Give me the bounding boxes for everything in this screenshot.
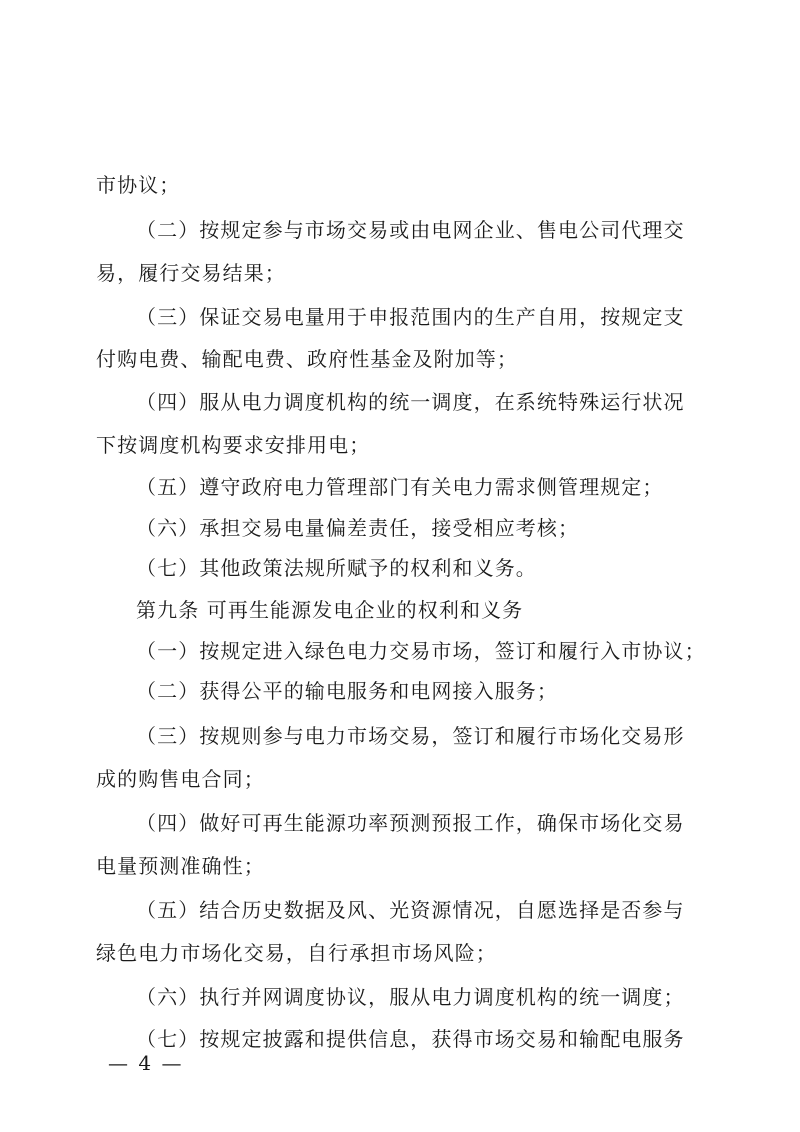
text-line: （五）遵守政府电力管理部门有关电力需求侧管理规定； <box>136 475 664 499</box>
text-line: （二）按规定参与市场交易或由电网企业、售电公司代理交 <box>136 218 685 242</box>
text-line: （二）获得公平的输电服务和电网接入服务； <box>136 679 558 703</box>
text-line: 付购电费、输配电费、政府性基金及附加等； <box>96 347 518 371</box>
page-number: — 4 — <box>108 1051 184 1075</box>
text-line: （三）保证交易电量用于申报范围内的生产自用，按规定支 <box>136 305 685 329</box>
text-line: 下按调度机构要求安排用电； <box>96 433 371 457</box>
text-line: （六）执行并网调度协议，服从电力调度机构的统一调度； <box>136 985 685 1009</box>
text-line: （三）按规则参与电力市场交易，签订和履行市场化交易形 <box>136 724 685 748</box>
text-line: （一）按规定进入绿色电力交易市场，签订和履行入市协议； <box>136 639 706 663</box>
text-line: 易，履行交易结果； <box>96 261 286 285</box>
text-line: （五）结合历史数据及风、光资源情况，自愿选择是否参与 <box>136 898 685 922</box>
text-line: 电量预测准确性； <box>96 854 265 878</box>
text-line: 市协议； <box>96 173 181 197</box>
text-line: （七）其他政策法规所赋予的权利和义务。 <box>136 556 537 580</box>
text-line: （四）做好可再生能源功率预测预报工作，确保市场化交易 <box>136 811 685 835</box>
text-line: （七）按规定披露和提供信息，获得市场交易和输配电服务 <box>136 1027 685 1051</box>
text-line: （四）服从电力调度机构的统一调度，在系统特殊运行状况 <box>136 390 685 414</box>
text-line: （六）承担交易电量偏差责任，接受相应考核； <box>136 516 580 540</box>
text-line: 成的购售电合同； <box>96 767 265 791</box>
article-heading: 第九条 可再生能源发电企业的权利和义务 <box>136 598 524 622</box>
text-line: 绿色电力市场化交易，自行承担市场风险； <box>96 941 497 965</box>
